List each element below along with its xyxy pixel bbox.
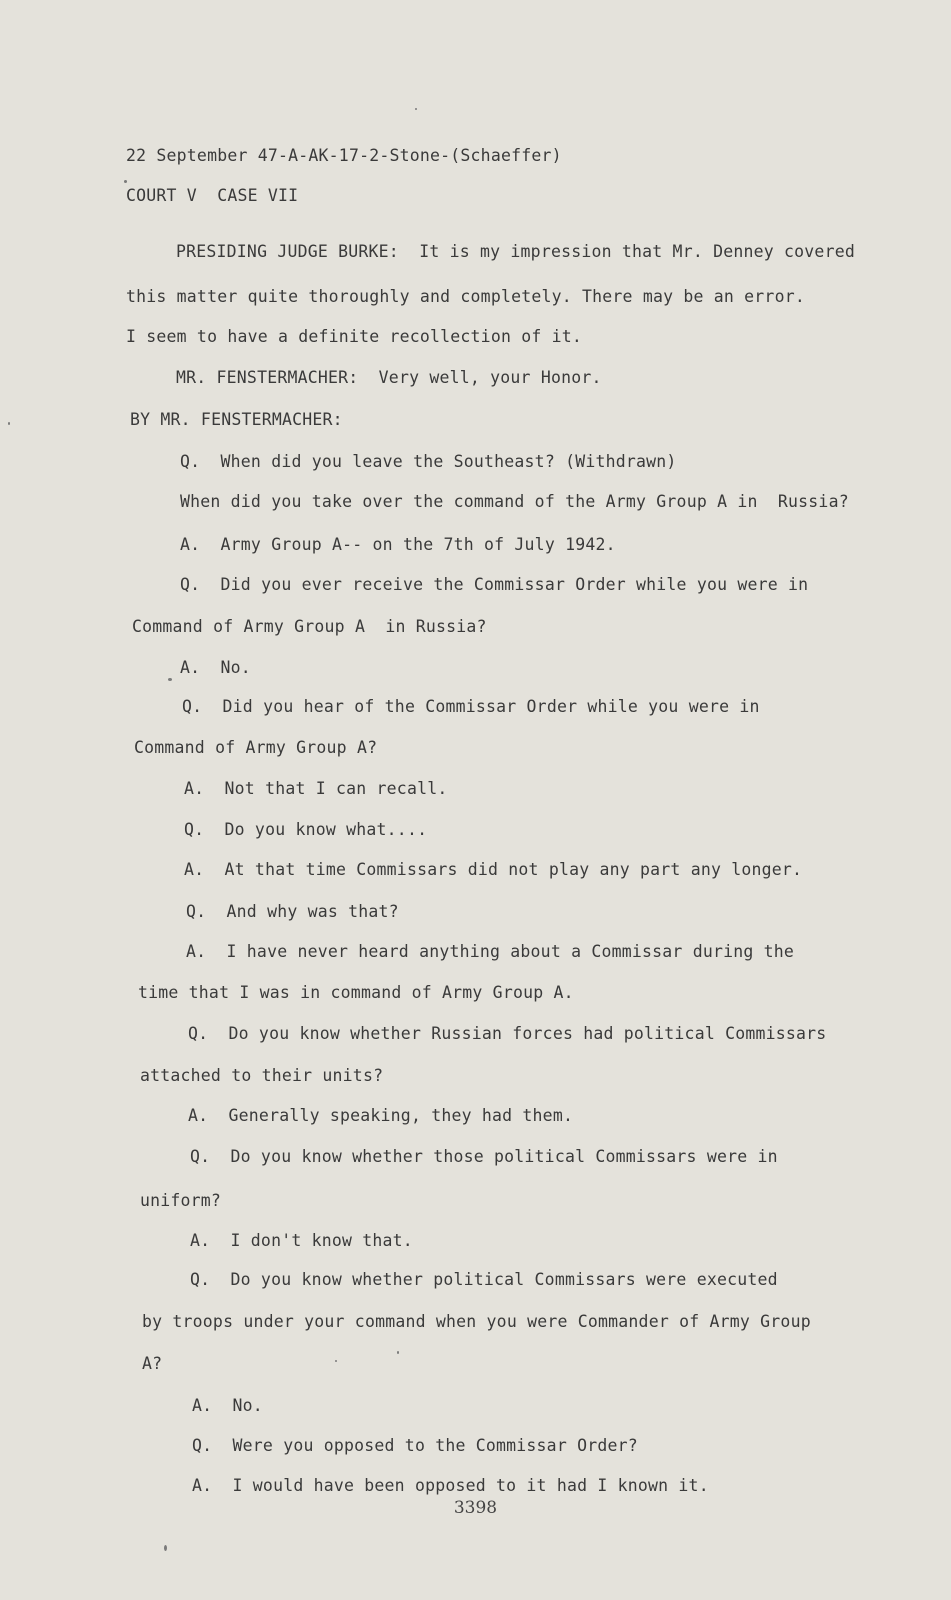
transcript-line: Q. Do you know whether those political Commissars were in — [190, 1147, 778, 1166]
transcript-line: A. I don't know that. — [190, 1231, 413, 1250]
transcript-line: by troops under your command when you were Commander of Army Group — [142, 1312, 811, 1331]
paper-speck — [8, 422, 10, 425]
paper-speck — [164, 1545, 167, 1551]
header-date-line: 22 September 47-A-AK-17-2-Stone-(Schaeffer) — [126, 146, 562, 165]
transcript-line: PRESIDING JUDGE BURKE: It is my impression that Mr. Denney covered — [176, 242, 855, 261]
transcript-line: Q. And why was that? — [186, 902, 399, 921]
header-court-line: COURT V CASE VII — [126, 186, 299, 205]
transcript-line: A. Army Group A-- on the 7th of July 1942. — [180, 535, 616, 554]
transcript-line: A. No. — [180, 658, 251, 677]
transcript-line: Q. Were you opposed to the Commissar Order? — [192, 1436, 638, 1455]
transcript-line: attached to their units? — [140, 1066, 384, 1085]
paper-speck — [335, 1360, 337, 1362]
transcript-line: When did you take over the command of the Army Group A in Russia? — [180, 492, 849, 511]
transcript-line: A. I would have been opposed to it had I known it. — [192, 1476, 709, 1495]
transcript-line: MR. FENSTERMACHER: Very well, your Honor. — [176, 368, 602, 387]
transcript-line: A. Not that I can recall. — [184, 779, 448, 798]
page-number: 3398 — [453, 1498, 498, 1518]
transcript-line: Q. Do you know whether Russian forces had political Commissars — [188, 1024, 827, 1043]
paper-speck — [124, 180, 127, 183]
paper-speck — [168, 678, 172, 681]
transcript-line: Command of Army Group A? — [134, 738, 378, 757]
transcript-line: Command of Army Group A in Russia? — [132, 617, 487, 636]
transcript-line: Q. Do you know whether political Commissars were executed — [190, 1270, 778, 1289]
transcript-line: time that I was in command of Army Group A. — [138, 983, 574, 1002]
transcript-line: Q. Do you know what.... — [184, 820, 428, 839]
transcript-line: BY MR. FENSTERMACHER: — [130, 410, 343, 429]
transcript-line: Q. When did you leave the Southeast? (Withdrawn) — [180, 452, 677, 471]
transcript-line: this matter quite thoroughly and completely. There may be an error. — [126, 287, 805, 306]
transcript-line: I seem to have a definite recollection of it. — [126, 327, 583, 346]
transcript-line: A. Generally speaking, they had them. — [188, 1106, 574, 1125]
transcript-line: Q. Did you hear of the Commissar Order while you were in — [182, 697, 760, 716]
transcript-line: uniform? — [140, 1191, 222, 1210]
transcript-line: A. No. — [192, 1396, 263, 1415]
transcript-line: A? — [142, 1354, 163, 1373]
paper-speck — [415, 108, 417, 110]
transcript-line: A. I have never heard anything about a Commissar during the — [186, 942, 795, 961]
paper-speck — [397, 1351, 399, 1354]
transcript-line: Q. Did you ever receive the Commissar Order while you were in — [180, 575, 809, 594]
transcript-line: A. At that time Commissars did not play any part any longer. — [184, 860, 803, 879]
